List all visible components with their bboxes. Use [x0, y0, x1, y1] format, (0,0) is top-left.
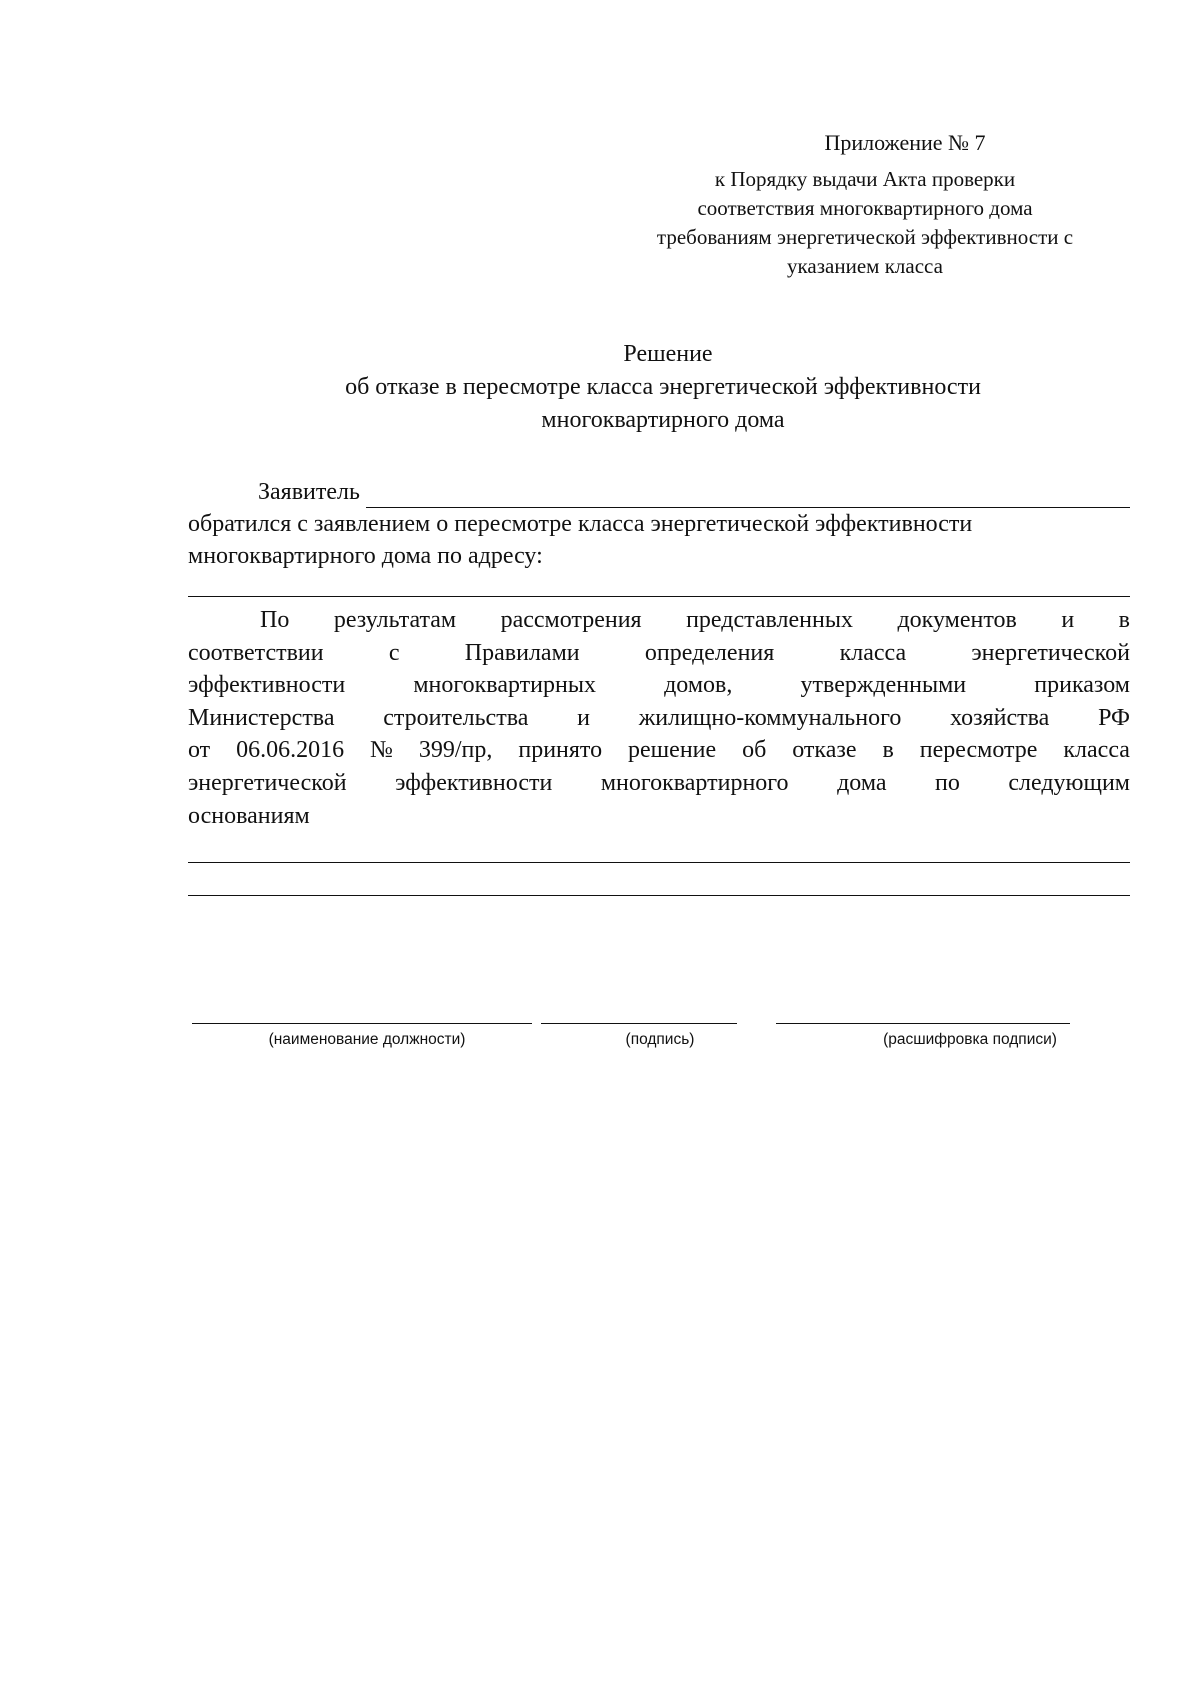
- signature-caption: (подпись): [625, 1031, 695, 1048]
- appendix-number: Приложение № 7: [824, 130, 986, 155]
- appendix-line: указанием класса: [787, 254, 943, 278]
- title-line: многоквартирного дома: [541, 407, 785, 433]
- decision-line: энергетической эффективности многоквартирного дома по следующим: [188, 769, 1130, 796]
- decision-paragraph: [188, 604, 1130, 832]
- grounds-blank-line: [188, 895, 1130, 896]
- signature-line: [541, 1023, 737, 1024]
- applicant-row: [258, 476, 1130, 508]
- document-title: [188, 338, 1138, 437]
- signature-decode-line: [776, 1023, 1070, 1024]
- appeal-line: обратился с заявлением о пересмотре класса энергетической эффективности: [188, 511, 973, 537]
- applicant-label: Заявитель: [258, 479, 360, 505]
- appendix-header: [600, 128, 1130, 281]
- decision-line: основаниям: [188, 802, 310, 829]
- address-line: многоквартирного дома по адресу:: [188, 543, 543, 569]
- decision-line: эффективности многоквартирных домов, утвержденными приказом: [188, 672, 1130, 699]
- appendix-line: к Порядку выдачи Акта проверки: [714, 167, 1016, 191]
- decision-line: от 06.06.2016 № 399/пр, принято решение об отказе в пересмотре класса: [188, 737, 1130, 764]
- decision-line: Министерства строительства и жилищно-коммунального хозяйства РФ: [188, 704, 1130, 731]
- title-heading: Решение: [623, 341, 713, 367]
- appendix-line: соответствия многоквартирного дома: [697, 196, 1033, 220]
- applicant-blank-line: [366, 483, 1130, 508]
- decision-line: соответствии с Правилами определения класса энергетической: [188, 639, 1130, 666]
- grounds-blank-line: [188, 862, 1130, 863]
- signature-decode-caption: (расшифровка подписи): [883, 1031, 1057, 1048]
- address-blank-line: [188, 596, 1130, 597]
- appendix-line: требованиям энергетической эффективности с: [656, 225, 1074, 249]
- decision-line: По результатам рассмотрения представленных документов и в: [260, 607, 1130, 633]
- position-caption: (наименование должности): [268, 1031, 466, 1048]
- title-line: об отказе в пересмотре класса энергетической эффективности: [345, 374, 981, 400]
- position-signature-line: [192, 1023, 532, 1024]
